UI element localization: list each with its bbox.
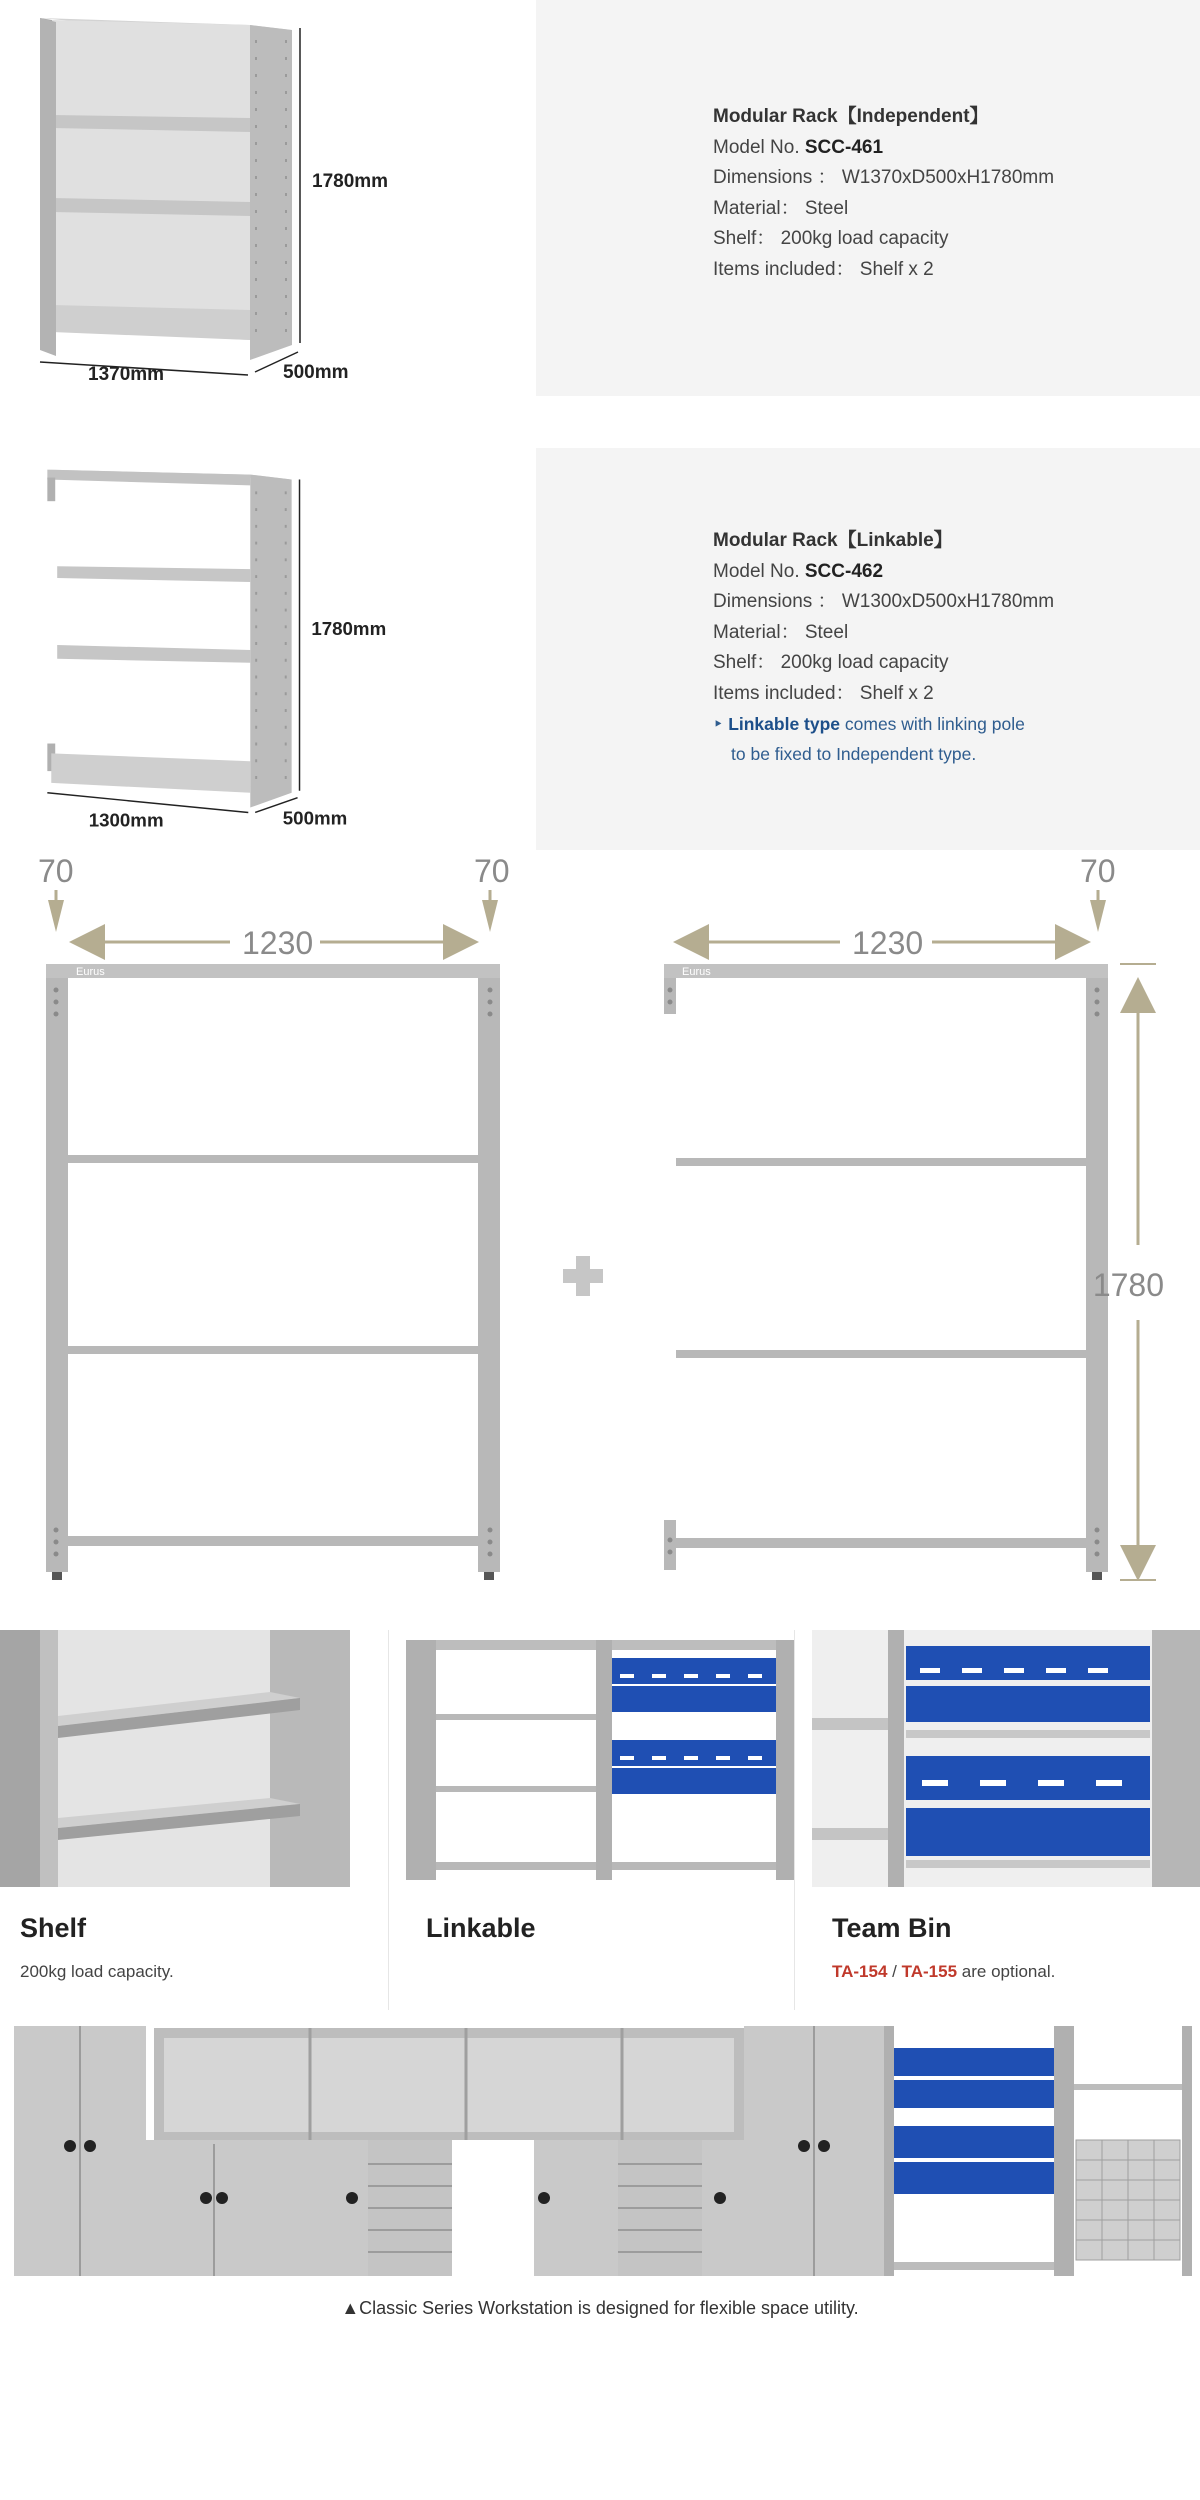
- feature-divider: [388, 1630, 389, 2010]
- team-bin-image: [812, 1630, 1200, 1887]
- dimension-diagram: [0, 850, 1200, 1590]
- product-independent: [0, 0, 1200, 396]
- bin-code-ta155: TA-155: [901, 1962, 958, 1981]
- linkable-items: Items included： Shelf x 2: [713, 682, 934, 704]
- shelf-closeup-image: [0, 1630, 388, 1887]
- feature-divider: [794, 1630, 795, 2010]
- right-post-width-label: 70: [474, 853, 510, 889]
- brand-mark-left: Eurus: [76, 966, 105, 978]
- independent-items: Items included： Shelf x 2: [713, 258, 934, 280]
- independent-depth-label: 500mm: [283, 362, 349, 383]
- independent-material: Material： Steel: [713, 197, 849, 219]
- height-label: 1780: [1092, 1267, 1164, 1303]
- feature-shelf-desc: 200kg load capacity.: [20, 1962, 174, 1981]
- linkable-title: Modular Rack【Linkable】: [713, 530, 953, 551]
- left-span-label: 1230: [242, 925, 314, 961]
- linkable-depth-label: 500mm: [282, 807, 348, 829]
- bullet-icon: ‣: [713, 714, 729, 734]
- independent-width-label: 1370mm: [88, 364, 165, 385]
- linkable-post-width-label: 70: [1080, 853, 1116, 889]
- linkable-frame-diagram: [664, 853, 1164, 1580]
- linkable-note-highlight: Linkable type: [728, 714, 841, 734]
- feature-linkable: [406, 1630, 794, 2010]
- independent-rack-image: [0, 0, 536, 396]
- brand-mark-right: Eurus: [682, 966, 711, 978]
- plus-icon: [563, 1256, 603, 1296]
- linkable-model-no: SCC-462: [804, 560, 884, 582]
- feature-team-bin-title: Team Bin: [832, 1913, 952, 1943]
- linkable-note-line2: to be fixed to Independent type.: [731, 744, 977, 764]
- linkable-info-panel: [536, 448, 1200, 850]
- independent-specs: [713, 102, 1054, 285]
- workstation-caption: ▲Classic Series Workstation is designed for flexible space utility.: [341, 2298, 859, 2318]
- linkable-rack-image: [0, 448, 536, 844]
- workstation-image: [14, 2024, 1192, 2280]
- independent-model-no: SCC-461: [804, 136, 884, 158]
- linkable-material: Material： Steel: [713, 621, 849, 643]
- feature-shelf: [0, 1630, 388, 2010]
- linkable-shelf: Shelf： 200kg load capacity: [713, 652, 949, 673]
- linkable-specs: [713, 526, 1054, 769]
- product-linkable: [0, 448, 1200, 850]
- linkable-width-label: 1300mm: [88, 809, 164, 831]
- feature-team-bin-desc: TA-154 / TA-155 are optional.: [832, 1962, 1056, 1981]
- independent-info-panel: [536, 0, 1200, 396]
- linkable-note: ‣ Linkable type comes with linking pole: [713, 714, 1025, 734]
- linkable-model: Model No. SCC-462: [713, 560, 884, 582]
- independent-shelf: Shelf： 200kg load capacity: [713, 228, 949, 249]
- feature-cards: [0, 1630, 1200, 2010]
- linkable-racks-image: [406, 1630, 794, 1887]
- independent-height-label: 1780mm: [312, 171, 389, 192]
- feature-team-bin: [812, 1630, 1200, 2010]
- linkable-height-label: 1780mm: [311, 618, 387, 640]
- right-span-label: 1230: [852, 925, 924, 961]
- independent-dimensions: Dimensions ： W1370xD500xH1780mm: [713, 167, 1055, 188]
- independent-frame-diagram: [38, 853, 510, 1580]
- feature-linkable-title: Linkable: [426, 1913, 536, 1943]
- linkable-dimensions: Dimensions ： W1300xD500xH1780mm: [713, 591, 1055, 612]
- left-post-width-label: 70: [38, 853, 74, 889]
- independent-model: Model No. SCC-461: [713, 136, 884, 158]
- bin-code-ta154: TA-154: [832, 1962, 888, 1981]
- feature-shelf-title: Shelf: [20, 1913, 87, 1943]
- independent-title: Modular Rack【Independent】: [713, 106, 989, 127]
